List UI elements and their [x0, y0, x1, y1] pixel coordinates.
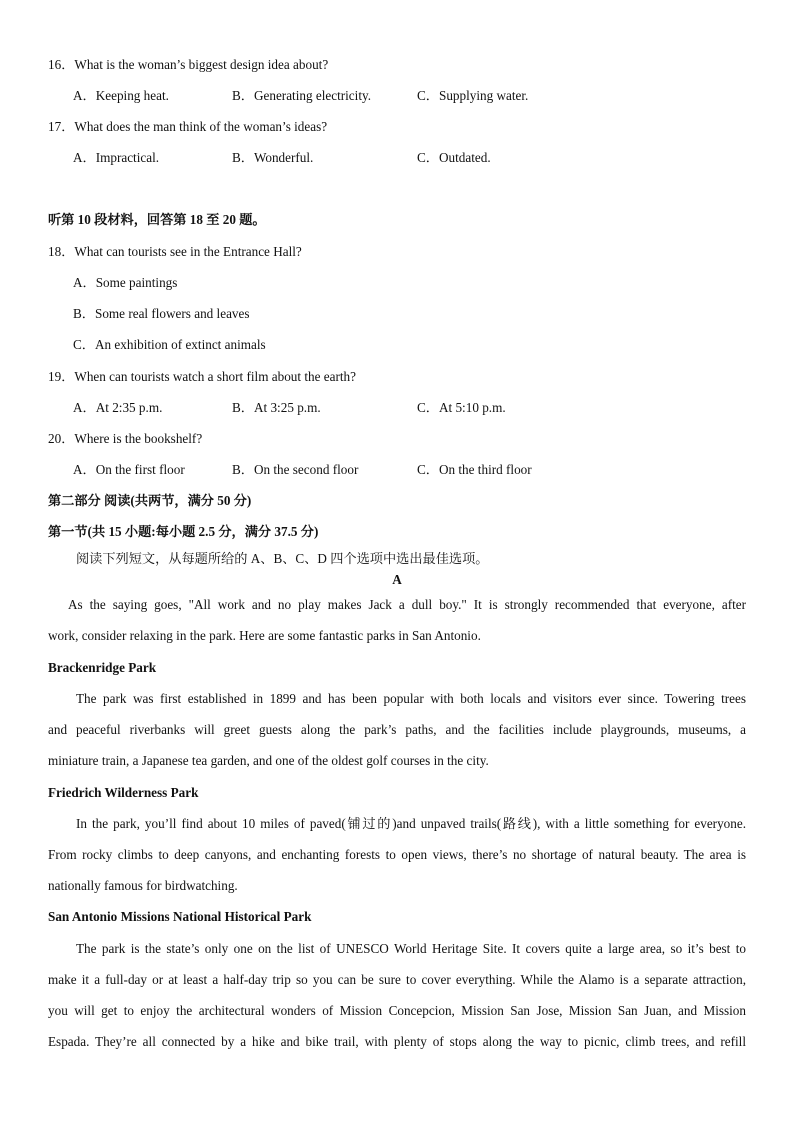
- question-19-option-b: B．At 3:25 p.m.: [232, 400, 321, 415]
- park-3-line-1: The park is the state’s only one on the list of UNESCO World Heritage Site. It covers quite a large area, so it’s best to: [76, 941, 746, 956]
- section-1-heading: 第一节(共 15 小题:每小题 2.5 分，满分 37.5 分): [48, 524, 319, 539]
- question-17-option-c: C．Outdated.: [417, 150, 491, 165]
- park-2-line-3: nationally famous for birdwatching.: [48, 878, 238, 893]
- listening-instruction-10: 听第 10 段材料，回答第 18 至 20 题。: [48, 212, 266, 227]
- question-18-stem: 18．What can tourists see in the Entrance Hall?: [48, 244, 302, 259]
- question-17-option-b: B．Wonderful.: [232, 150, 314, 165]
- question-20-stem: 20．Where is the bookshelf?: [48, 431, 203, 446]
- park-2-line-1: In the park, you’ll find about 10 miles of paved(铺过的)and unpaved trails(路线), with a little something for everyone.: [76, 816, 746, 831]
- park-1-line-3: miniature train, a Japanese tea garden, and one of the oldest golf courses in the city.: [48, 753, 489, 768]
- question-20-option-b: B．On the second floor: [232, 462, 359, 477]
- park-1-line-2: and peaceful riverbanks will greet guests along the park’s paths, and the facilities include playgrounds, museums, a: [48, 722, 746, 737]
- question-17-stem: 17．What does the man think of the woman’s ideas?: [48, 119, 328, 134]
- question-18-option-a: A．Some paintings: [73, 275, 178, 290]
- question-16-option-c: C．Supplying water.: [417, 88, 529, 103]
- park-2-title: Friedrich Wilderness Park: [48, 785, 199, 800]
- park-1-title: Brackenridge Park: [48, 660, 157, 675]
- question-17-option-a: A．Impractical.: [73, 150, 160, 165]
- park-3-title: San Antonio Missions National Historical Park: [48, 909, 312, 924]
- question-18-option-c: C．An exhibition of extinct animals: [73, 337, 266, 352]
- part-2-heading: 第二部分 阅读(共两节，满分 50 分): [48, 493, 252, 508]
- passage-label-a: A: [392, 572, 402, 587]
- park-2-description: [48, 808, 746, 901]
- reading-instruction: 阅读下列短文，从每题所给的 A、B、C、D 四个选项中选出最佳选项。: [76, 551, 489, 566]
- question-20-option-a: A．On the first floor: [73, 462, 185, 477]
- passage-intro-line-1: As the saying goes, "All work and no play makes Jack a dull boy." It is strongly recommended that everyone, after: [68, 597, 746, 612]
- park-1-description: [48, 683, 746, 776]
- question-18-option-b: B．Some real flowers and leaves: [73, 306, 250, 321]
- passage-intro-line-2: work, consider relaxing in the park. Here are some fantastic parks in San Antonio.: [48, 628, 481, 643]
- park-3-line-3: you will get to enjoy the architectural wonders of Mission Concepcion, Mission San Jose, Mission San Juan, and Mission: [48, 1003, 746, 1018]
- park-2-line-2: From rocky climbs to deep canyons, and enchanting forests to open views, there’s no shortage of natural beauty. The area is: [48, 847, 746, 862]
- question-19-stem: 19．When can tourists watch a short film about the earth?: [48, 369, 356, 384]
- question-19-option-a: A．At 2:35 p.m.: [73, 400, 163, 415]
- park-3-line-4: Espada. They’re all connected by a hike and bike trail, with plenty of stops along the way to picnic, climb trees, and refill: [48, 1034, 746, 1049]
- question-16-option-b: B．Generating electricity.: [232, 88, 372, 103]
- park-1-line-1: The park was first established in 1899 and has been popular with both locals and visitors ever since. Towering trees: [76, 691, 746, 706]
- question-16-option-a: A．Keeping heat.: [73, 88, 169, 103]
- park-3-line-2: make it a full-day or at least a half-day trip so you can be sure to cover everything. While the Alamo is a separate attraction,: [48, 972, 746, 987]
- question-20-option-c: C．On the third floor: [417, 462, 532, 477]
- question-19-option-c: C．At 5:10 p.m.: [417, 400, 506, 415]
- park-3-description: [48, 933, 746, 1057]
- question-16-stem: 16．What is the woman’s biggest design idea about?: [48, 57, 329, 72]
- passage-intro: [48, 589, 746, 651]
